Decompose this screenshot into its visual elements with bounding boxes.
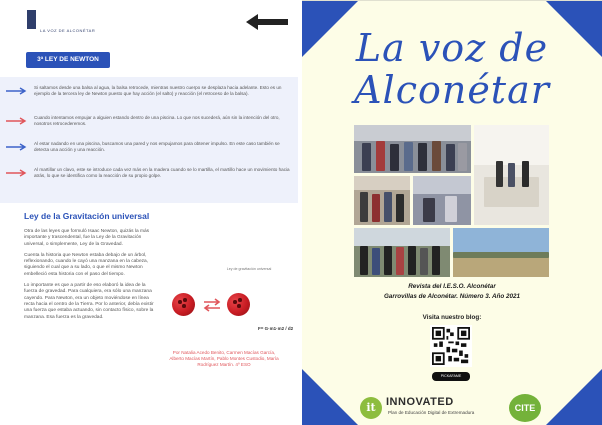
qr-label: PICKAFAME: [432, 372, 470, 381]
innovated-subtitle: Plan de Educación Digital de Extremadura: [388, 410, 475, 415]
bowling-ball-icon: [227, 293, 250, 316]
innovated-logo: [360, 393, 480, 423]
authors: Por Natalia Acedo Benito, Carmen Macías García, Alberto Macías Martín, Pablo Montes Custodio, María Rodríguez Martín. 4º ESO: [169, 350, 279, 367]
bullet-item: [6, 141, 292, 153]
arrow-right-icon: [6, 143, 28, 151]
examples-band: [0, 77, 298, 203]
qr-code-icon[interactable]: [430, 325, 472, 367]
it-logo-text: it: [360, 397, 382, 419]
bowling-ball-icon: [172, 293, 195, 316]
left-page: [0, 0, 298, 425]
cover-title-line: Alconétar: [354, 68, 550, 112]
bullet-text: Al martillar un clavo, este se introduce cada vez más en la madera cuando se lo martilla, el martillo hace un movimiento hacia atrás, lo que se identifica como la reacción de su propio golpe.: [34, 167, 290, 178]
bullet-text: Al estar nadando en una piscina, buscamos una pared y nos empujamos para obtener impulso. En este caso también se detecta una acción y una reacción.: [34, 141, 280, 152]
cover-title: [302, 27, 602, 111]
section-title: Ley de la Gravitación universal: [24, 211, 150, 221]
bullet-text: Cuando intentamos empujar a alguien estando dentro de una piscina. Lo que nos sucederá, aún sin la intención del otro, nosotros retrocederemos.: [34, 115, 280, 126]
photo-collage: [354, 125, 549, 277]
photo: [413, 176, 471, 225]
paragraph: Lo importante es que a partir de eso elaboró la idea de la fuerza de gravedad. Para cualquiera, era sólo una manzana cayendo. Para Newton, era un objeto moviéndose en línea recta hacia el centro de la Tierra. Por lo anterior, debía existir una fuerza que estaba actuando, sin contacto físico, sobre la manzana. Esa fuerza es la gravedad.: [24, 283, 154, 320]
photo: [354, 176, 410, 225]
header-text: LA VOZ DE ALCONÉTAR: [40, 28, 96, 33]
corner-decoration: [546, 369, 602, 425]
paragraph: Cuenta la historia que Newton estaba debajo de un árbol, reflexionando, cuando le cayó una manzana en la cabeza, siguiendo el cual que a su lado, o que el mismo Newton embelleció esta historia con el paso del tiempo.: [24, 252, 149, 277]
back-arrow-icon[interactable]: [246, 12, 288, 32]
bullet-text: Si saltamos desde una balsa al agua, la balsa retrocede, mientras nuestro cuerpo se desplaza hacia adelante. Esto es un ejemplo de la tercera ley de Newton puesto que hay acción (el salto) y reacción (el retroceso de la balsa).: [34, 85, 282, 96]
bullet-item: [6, 85, 292, 97]
photo: [474, 125, 549, 225]
photo: [453, 228, 549, 277]
arrow-right-icon: [6, 87, 28, 95]
bullet-item: [6, 115, 292, 127]
section-badge: [26, 52, 110, 68]
photo: [354, 228, 450, 277]
photo: [354, 125, 471, 173]
cover-title-line: La voz de: [355, 26, 549, 70]
innovated-title: INNOVATED: [386, 396, 454, 408]
cover-page: [302, 0, 602, 425]
corner-decoration: [302, 369, 358, 425]
arrow-right-icon: [6, 117, 28, 125]
swap-arrows-icon: [201, 296, 223, 314]
paragraph: Otra de las leyes que formuló Isaac Newton, quizás la más importante y trascendental, fue la Ley de la Gravitación universal, o simplemente, Ley de la Gravedad.: [24, 229, 150, 247]
cover-subtitle: Garrovillas de Alconétar. Número 3. Año 2021: [383, 293, 521, 300]
section-badge-label: 3ª LEY DE NEWTON: [37, 56, 99, 63]
header-logo-block: [27, 10, 36, 29]
article-body: [24, 229, 154, 326]
formula-caption: Ley de gravitación universal: [226, 267, 272, 271]
cover-subtitle: Revista del I.E.S.O. Alconétar: [408, 283, 496, 290]
arrow-right-icon: [6, 169, 28, 177]
formula: F= G·m1·m2 / d2: [258, 326, 294, 331]
bullet-item: [6, 167, 292, 179]
blog-label: Visita nuestro blog:: [422, 314, 482, 321]
cite-logo: CITE: [509, 394, 541, 422]
